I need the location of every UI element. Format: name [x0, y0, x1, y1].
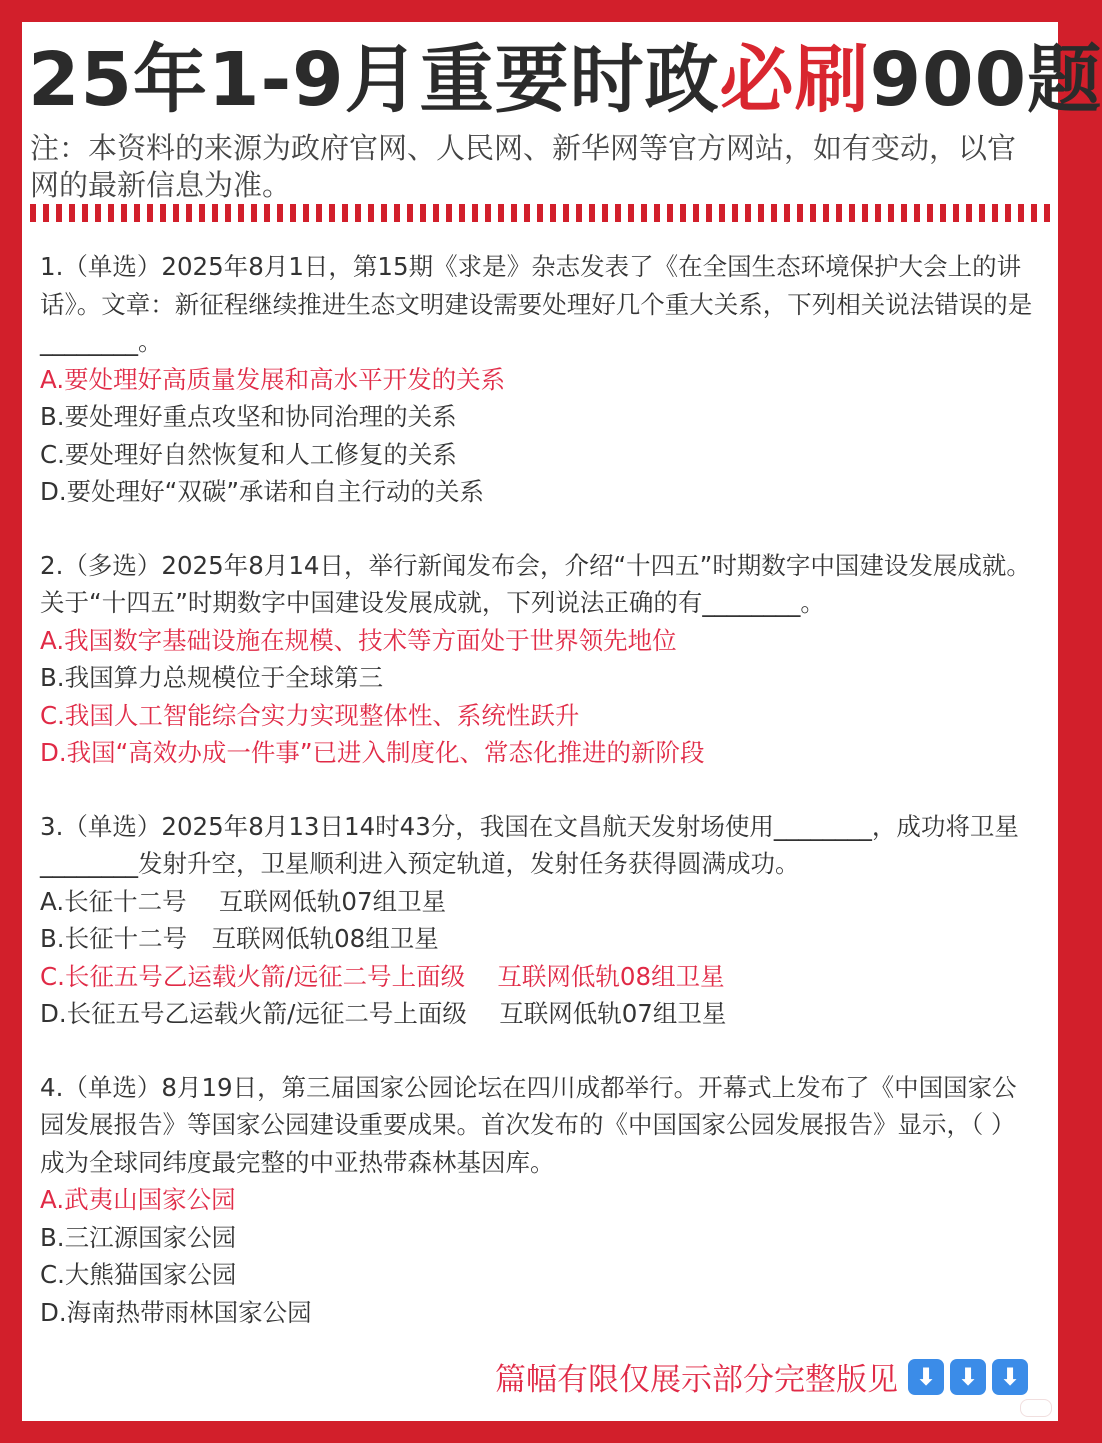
option: B.三江源国家公园 [40, 1222, 237, 1252]
option: C.要处理好自然恢复和人工修复的关系 [40, 439, 457, 469]
footer-note [495, 1354, 1028, 1399]
question-3 [40, 808, 1040, 1033]
question-1 [40, 248, 1040, 511]
option-correct: A.我国数字基础设施在规模、技术等方面处于世界领先地位 [40, 625, 677, 655]
title-accent: 必刷 [719, 37, 870, 123]
option: A.长征十二号 互联网低轨07组卫星 [40, 886, 447, 916]
question-stem: 1.（单选）2025年8月1日，第15期《求是》杂志发表了《在全国生态环境保护大会上的讲话》。文章：新征程继续推进生态文明建设需要处理好几个重大关系，下列相关说法错误的是________。 [40, 252, 1033, 356]
question-4 [40, 1069, 1040, 1332]
question-stem: 2.（多选）2025年8月14日，举行新闻发布会，介绍“十四五”时期数字中国建设发展成就。关于“十四五”时期数字中国建设发展成就，下列说法正确的有________。 [40, 550, 1031, 617]
option: D.长征五号乙运载火箭/远征二号上面级 互联网低轨07组卫星 [40, 999, 727, 1028]
down-arrow-icon: ⬇ [908, 1359, 944, 1395]
option: B.长征十二号 互联网低轨08组卫星 [40, 924, 439, 953]
title-part1: 25年1-9月重要时政 [28, 37, 720, 123]
source-note: 注：本资料的来源为政府官网、人民网、新华网等官方网站，如有变动，以官网的最新信息为准。 [30, 131, 1017, 202]
option: D.海南热带雨林国家公园 [40, 1297, 312, 1327]
option: D.要处理好“双碳”承诺和自主行动的关系 [40, 477, 485, 506]
option-correct: C.我国人工智能综合实力实现整体性、系统性跃升 [40, 700, 580, 730]
option: B.要处理好重点攻坚和协同治理的关系 [40, 402, 457, 431]
option-correct: A.武夷山国家公园 [40, 1185, 236, 1214]
question-stem: 3.（单选）2025年8月13日14时43分，我国在文昌航天发射场使用________，成功将卫星________发射升空，卫星顺利进入预定轨道，发射任务获得圆满成功。 [40, 811, 1019, 878]
down-arrow-icon: ⬇ [950, 1359, 986, 1395]
question-stem: 4.（单选）8月19日，第三届国家公园论坛在四川成都举行。开幕式上发布了《中国国家公园发展报告》等国家公园建设重要成果。首次发布的《中国国家公园发展报告》显示，（ ）成为全球同纬度最完整的中亚热带森林基因库。 [40, 1072, 1017, 1177]
down-arrow-icon: ⬇ [992, 1359, 1028, 1395]
option-correct: C.长征五号乙运载火箭/远征二号上面级 互联网低轨08组卫星 [40, 961, 725, 991]
header [22, 22, 1102, 204]
page-title [28, 32, 1102, 128]
question-2 [40, 547, 1040, 772]
title-part2: 900题 [869, 37, 1102, 123]
option: C.大熊猫国家公园 [40, 1260, 237, 1289]
footer-text: 篇幅有限仅展示部分完整版见 [495, 1362, 898, 1398]
question-list [40, 248, 1040, 1367]
watermark [1020, 1399, 1052, 1417]
dashed-divider [30, 204, 1050, 222]
document-page [22, 22, 1102, 1421]
option-correct: A.要处理好高质量发展和高水平开发的关系 [40, 364, 506, 394]
option-correct: D.我国“高效办成一件事”已进入制度化、常态化推进的新阶段 [40, 738, 705, 767]
option: B.我国算力总规模位于全球第三 [40, 663, 384, 692]
